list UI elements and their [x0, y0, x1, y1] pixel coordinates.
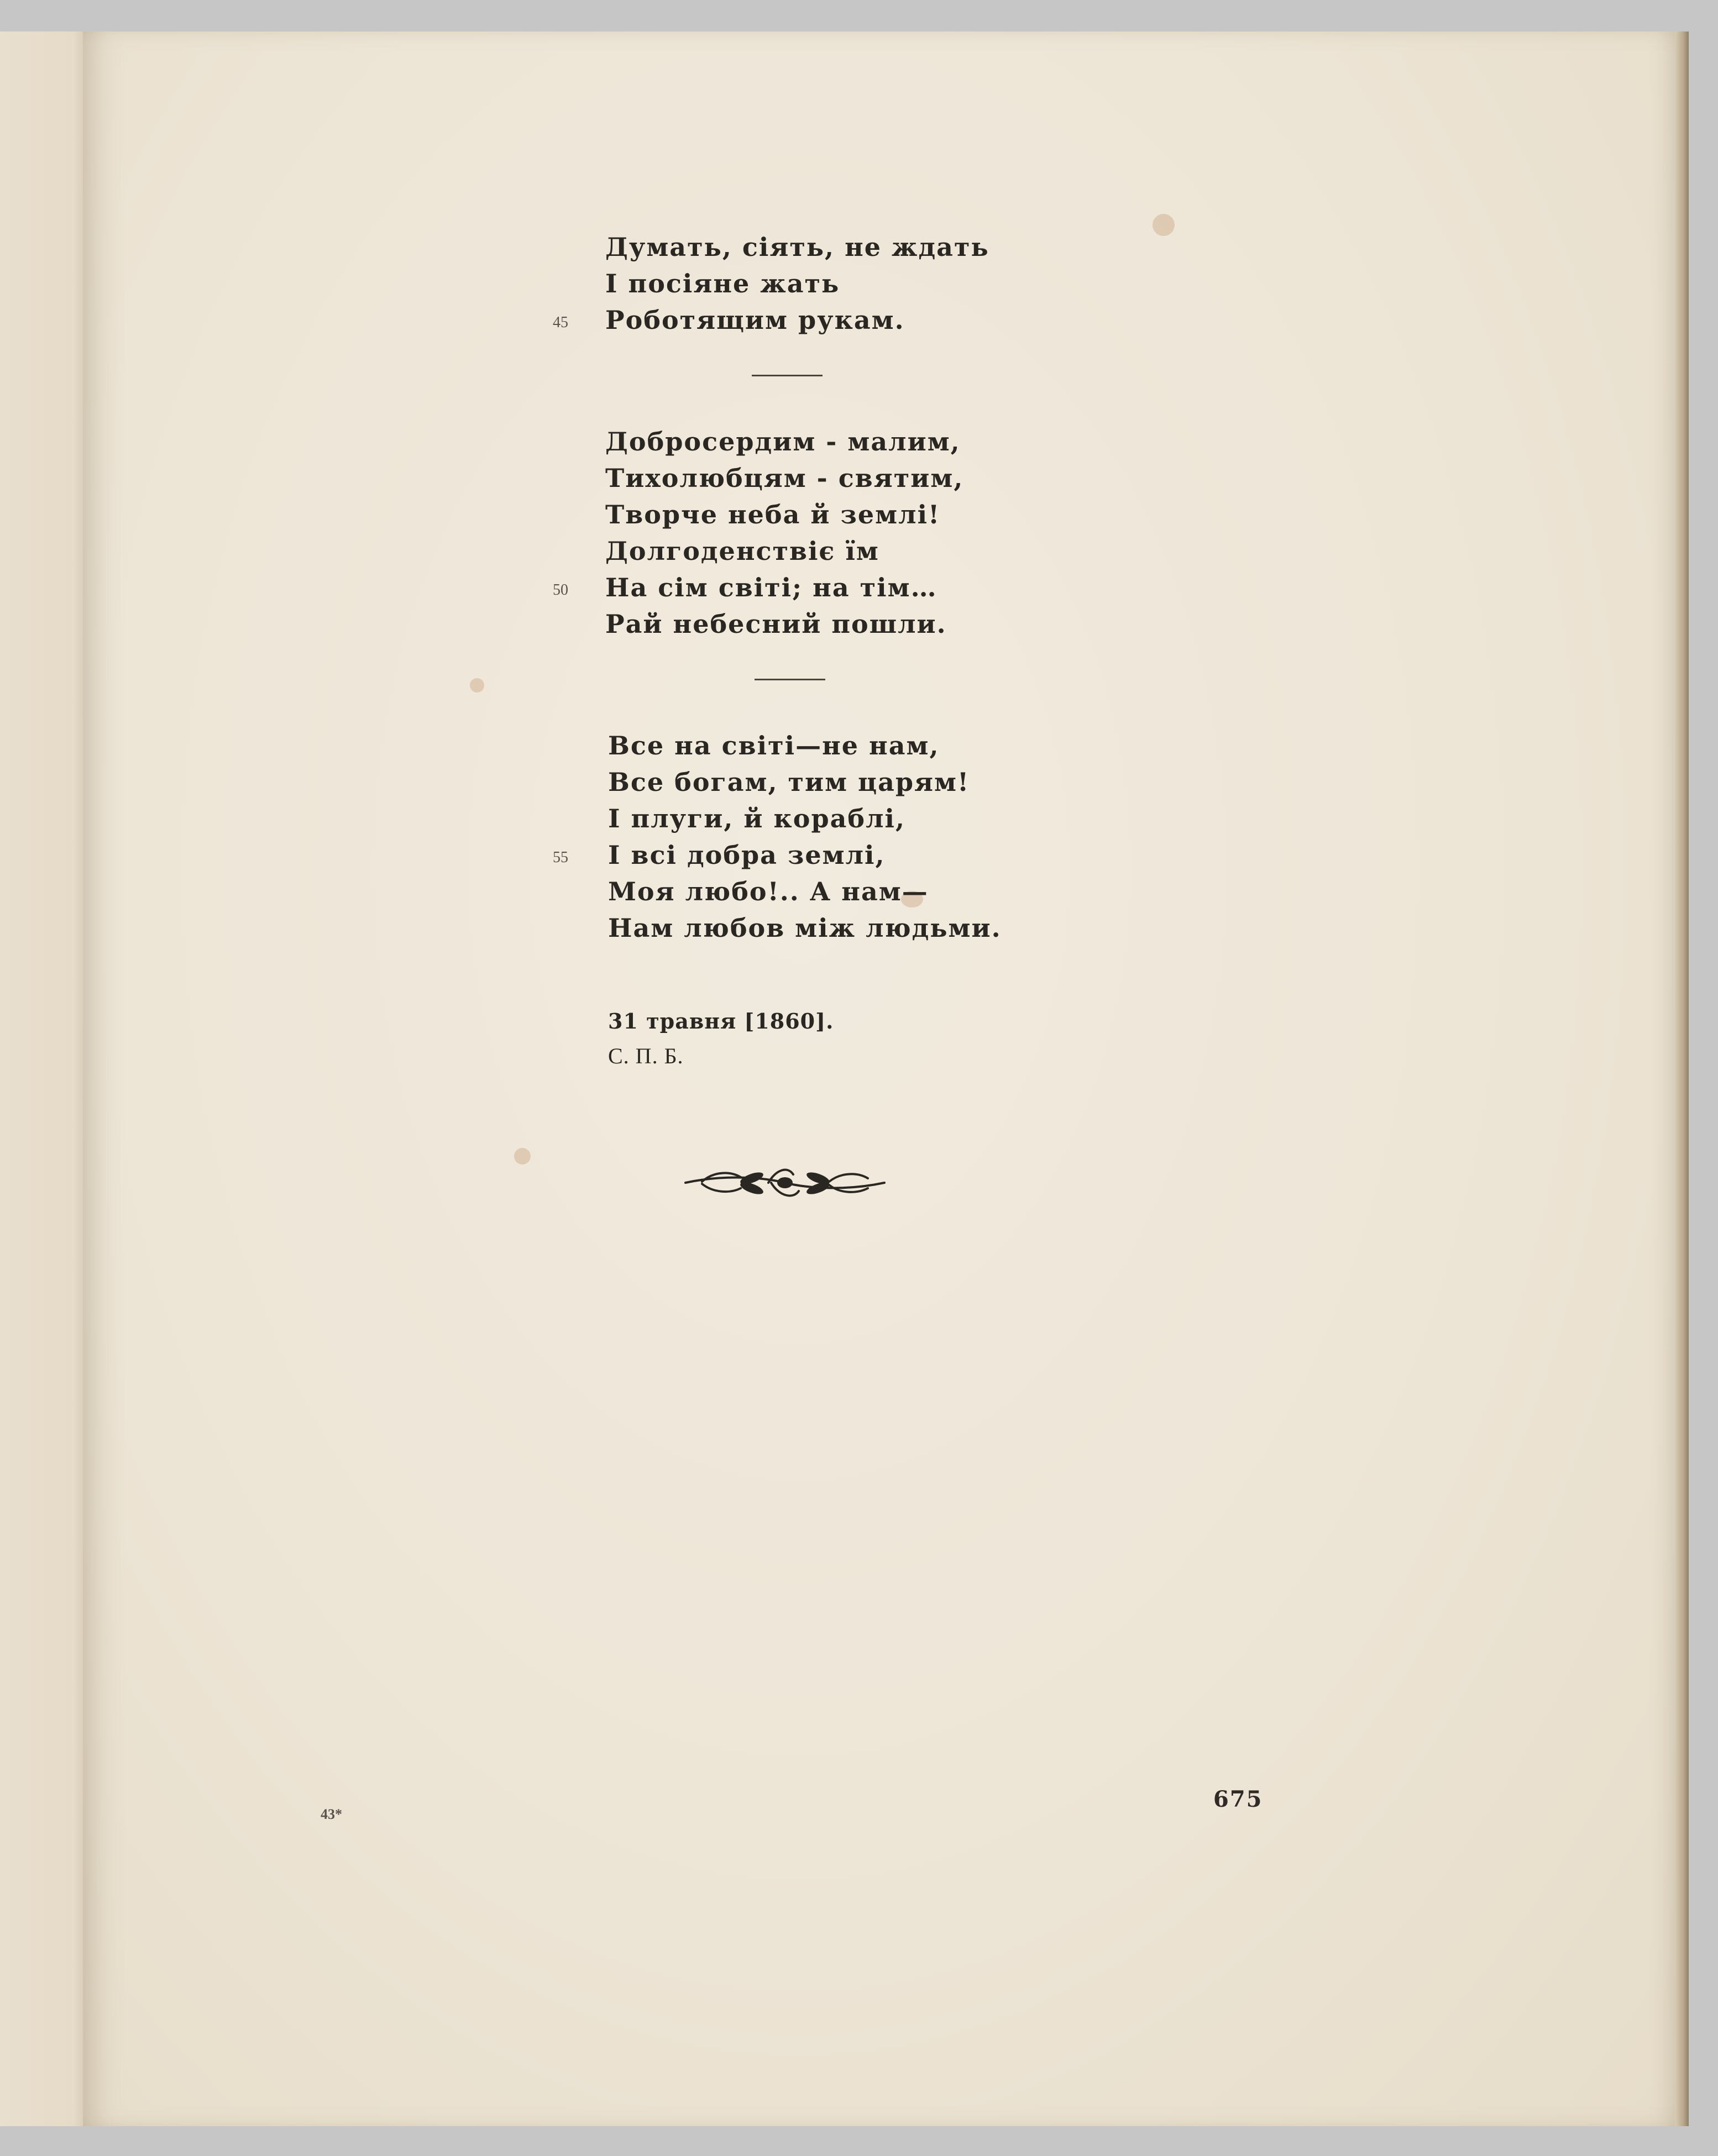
foxing-spot — [470, 678, 484, 693]
foxing-spot — [1153, 214, 1175, 236]
poem-line: Роботящим рукам. — [605, 305, 905, 335]
poem-line: Все на світі—не нам, — [608, 731, 940, 760]
place-abbreviation: С. П. Б. — [608, 1043, 684, 1068]
page-edge — [1675, 32, 1689, 2126]
poem-line: Моя любо!.. А нам— — [608, 877, 929, 906]
poem-line: Думать, сіять, не ждать — [605, 232, 989, 262]
poem-line: Все богам, тим царям! — [608, 767, 970, 797]
dateline: 31 травня [1860]. — [608, 1009, 834, 1034]
stanza-divider — [752, 375, 823, 376]
poem-line: Добросердим - малим, — [605, 427, 961, 457]
stanza-divider — [755, 679, 825, 680]
poem-line: І всі добра землі, — [608, 840, 886, 870]
poem-line: Творче неба й землі! — [605, 500, 941, 529]
poem-line: І плуги, й кораблі, — [608, 804, 906, 833]
signature-mark: 43* — [321, 1806, 342, 1822]
poem-line: Долгоденствіє їм — [605, 536, 879, 566]
line-number: 50 — [553, 581, 568, 599]
leaf-ornament-icon — [680, 1161, 890, 1205]
poem-line: Рай небесний пошли. — [605, 609, 947, 639]
poem-line: Нам любов між людьми. — [608, 913, 1002, 943]
page-number: 675 — [1213, 1786, 1263, 1812]
foxing-spot — [514, 1148, 531, 1164]
poem-line: Тихолюбцям - святим, — [605, 463, 964, 493]
poem-line: І посіяне жать — [605, 269, 840, 298]
line-number: 55 — [553, 849, 568, 866]
poem-line: На сім світі; на тім… — [605, 573, 937, 602]
line-number: 45 — [553, 314, 568, 331]
